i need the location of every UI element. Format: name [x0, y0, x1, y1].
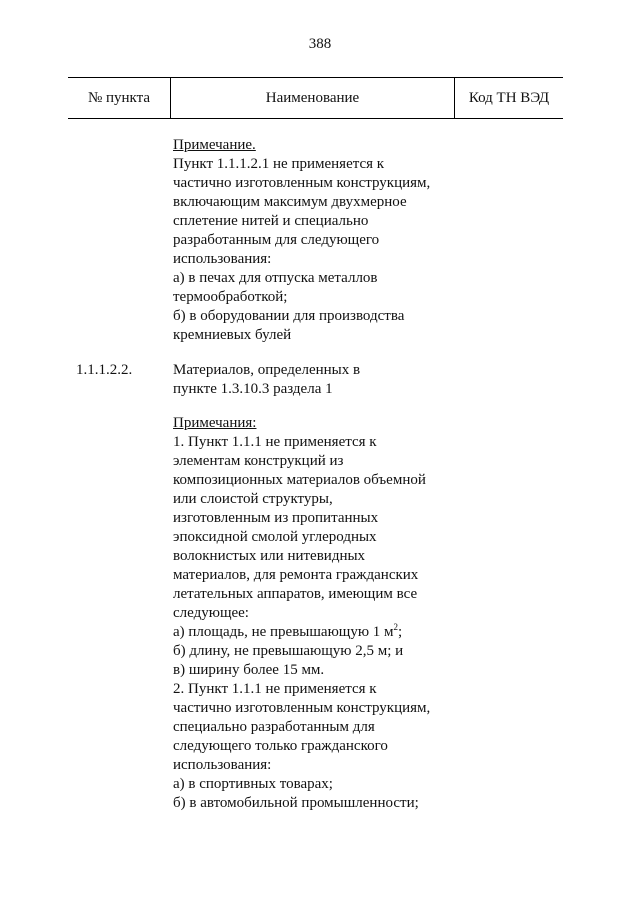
area-text: а) площадь, не превышающую 1 м: [173, 624, 394, 640]
note1: [173, 136, 430, 345]
note2-line: или слоистой структуры,: [173, 491, 333, 507]
item-line: пункте 1.3.10.3 раздела 1: [173, 381, 333, 397]
note2-line: летательных аппаратов, имеющим все: [173, 586, 418, 602]
note2-line: б) длину, не превышающую 2,5 м; и: [173, 643, 404, 659]
note2-line: в) ширину более 15 мм.: [173, 662, 325, 678]
note2-line: специально разработанным для: [173, 719, 375, 735]
header-col-number: № пункта: [68, 78, 171, 118]
note1-title: Примечание.: [173, 137, 256, 153]
note2-line: элементам конструкций из: [173, 453, 344, 469]
note2-area-line: [173, 623, 430, 642]
note1-line: сплетение нитей и специально: [173, 213, 369, 229]
note2-line: 2. Пункт 1.1.1 не применяется к: [173, 681, 377, 697]
note1-line: включающим максимум двухмерное: [173, 194, 407, 210]
note2-line: следующего только гражданского: [173, 738, 388, 754]
note1-line: Пункт 1.1.1.2.1 не применяется к: [173, 156, 385, 172]
header-col-name: Наименование: [171, 78, 455, 118]
note2-line: материалов, для ремонта гражданских: [173, 567, 419, 583]
note2-line: частично изготовленным конструкциям,: [173, 700, 431, 716]
note1-line: разработанным для следующего: [173, 232, 380, 248]
note2: [173, 414, 430, 813]
note2-title: Примечания:: [173, 415, 257, 431]
note2-line: б) в автомобильной промышленности;: [173, 795, 419, 811]
area-tail: ;: [398, 624, 403, 640]
item-description: [173, 361, 360, 399]
note2-line: а) в спортивных товарах;: [173, 776, 333, 792]
item-number: 1.1.1.2.2.: [76, 362, 133, 378]
note2-line: волокнистых или нитевидных: [173, 548, 366, 564]
header-col-code: Код ТН ВЭД: [468, 89, 550, 106]
area-superscript: 2: [393, 622, 399, 632]
note1-line: кремниевых булей: [173, 327, 292, 343]
note1-line: термообработкой;: [173, 289, 288, 305]
note2-line: следующее:: [173, 605, 249, 621]
note2-line: эпоксидной смолой углеродных: [173, 529, 377, 545]
note2-line: 1. Пункт 1.1.1 не применяется к: [173, 434, 377, 450]
note1-line: а) в печах для отпуска металлов: [173, 270, 378, 286]
table-header: [68, 77, 563, 119]
note1-line: частично изготовленным конструкциям,: [173, 175, 431, 191]
note2-line: изготовленным из пропитанных: [173, 510, 379, 526]
item-line: Материалов, определенных в: [173, 362, 361, 378]
note2-line: композиционных материалов объемной: [173, 472, 426, 488]
page-number: 388: [308, 36, 332, 52]
note1-line: б) в оборудовании для производства: [173, 308, 405, 324]
note1-line: использования:: [173, 251, 272, 267]
note2-line: использования:: [173, 757, 272, 773]
